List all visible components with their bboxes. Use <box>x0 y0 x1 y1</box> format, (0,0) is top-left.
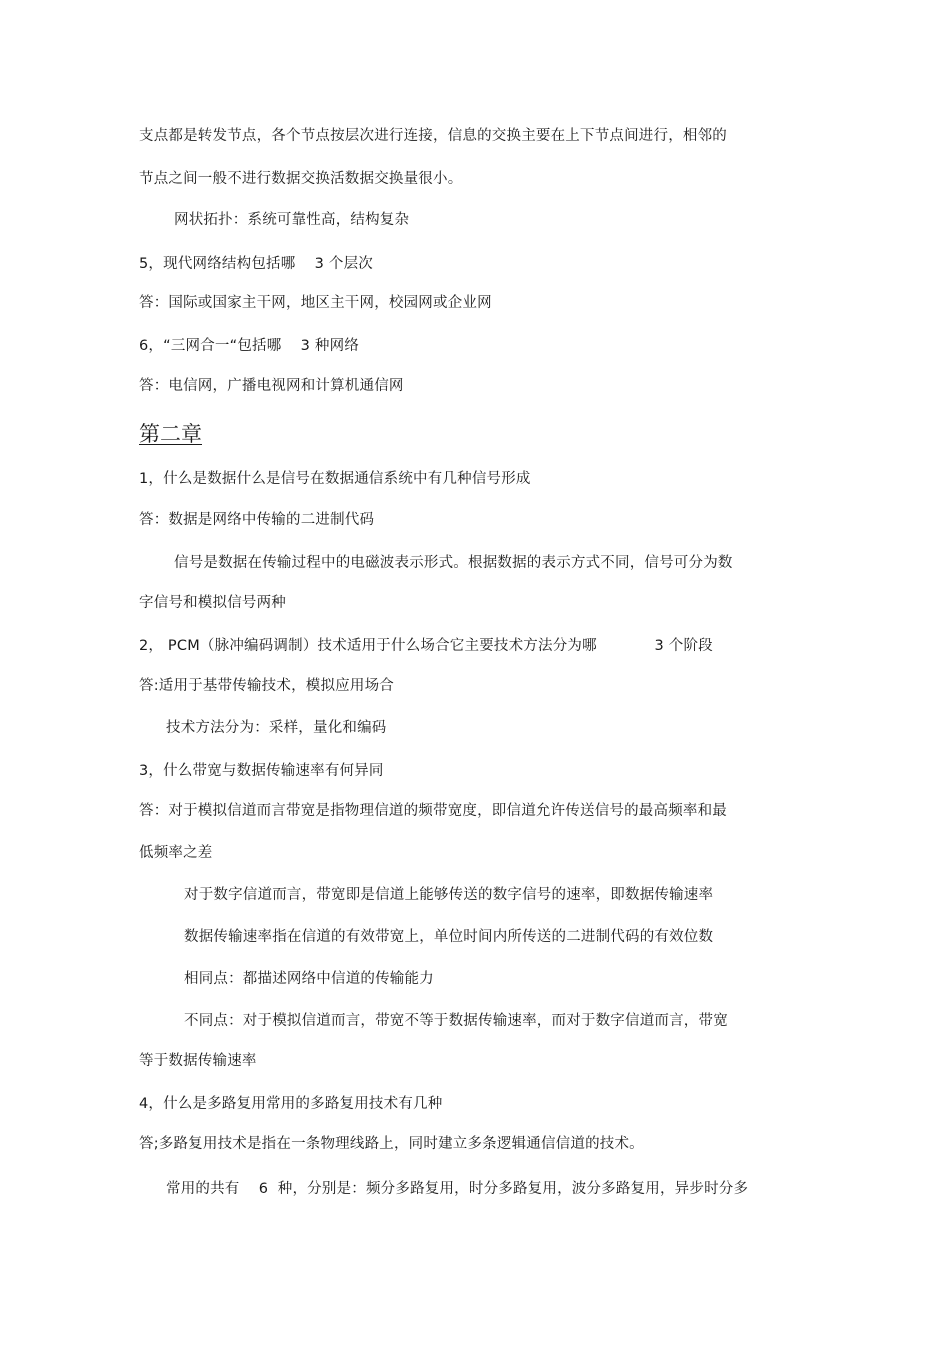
text-line: 低频率之差 <box>139 845 213 861</box>
text-line: 技术方法分为：采样，量化和编码 <box>166 720 387 736</box>
text-line: 相同点：都描述网络中信道的传输能力 <box>184 971 434 987</box>
answer-line: 答：对于模拟信道而言带宽是指物理信道的频带宽度，即信道允许传送信号的最高频率和最 <box>139 803 727 819</box>
text-line: 常用的共有 6 种，分别是：频分多路复用，时分多路复用，波分多路复用，异步时分多 <box>166 1181 749 1197</box>
text-line: 支点都是转发节点，各个节点按层次进行连接，信息的交换主要在上下节点间进行，相邻的 <box>139 128 727 144</box>
text-line: 数据传输速率指在信道的有效带宽上，单位时间内所传送的二进制代码的有效位数 <box>184 929 714 945</box>
text-line: 等于数据传输速率 <box>139 1053 257 1069</box>
text-line: 对于数字信道而言，带宽即是信道上能够传送的数字信号的速率，即数据传输速率 <box>184 887 714 903</box>
question-line: 4，什么是多路复用常用的多路复用技术有几种 <box>139 1096 443 1112</box>
answer-line: 答：数据是网络中传输的二进制代码 <box>139 512 375 528</box>
question-line: 3，什么带宽与数据传输速率有何异同 <box>139 763 384 779</box>
text-line: 网状拓扑：系统可靠性高，结构复杂 <box>174 212 410 228</box>
text-line: 字信号和模拟信号两种 <box>139 595 286 611</box>
answer-line: 答：国际或国家主干网，地区主干网，校园网或企业网 <box>139 295 492 311</box>
answer-line: 答;多路复用技术是指在一条物理线路上，同时建立多条逻辑通信信道的技术。 <box>139 1136 644 1152</box>
question-line: 6，“三网合一“包括哪 3 种网络 <box>139 338 360 354</box>
chapter-heading: 第二章 <box>139 422 202 446</box>
text-line: 信号是数据在传输过程中的电磁波表示形式。根据数据的表示方式不同，信号可分为数 <box>174 555 733 571</box>
question-line: 2， PCM（脉冲编码调制）技术适用于什么场合它主要技术方法分为哪 3 个阶段 <box>139 638 713 654</box>
answer-line: 答：电信网，广播电视网和计算机通信网 <box>139 378 404 394</box>
text-line: 不同点：对于模拟信道而言，带宽不等于数据传输速率，而对于数字信道而言，带宽 <box>184 1013 728 1029</box>
question-line: 1，什么是数据什么是信号在数据通信系统中有几种信号形成 <box>139 471 531 487</box>
question-line: 5，现代网络结构包括哪 3 个层次 <box>139 256 373 272</box>
text-line: 节点之间一般不进行数据交换活数据交换量很小。 <box>139 171 463 187</box>
answer-line: 答:适用于基带传输技术，模拟应用场合 <box>139 678 394 694</box>
